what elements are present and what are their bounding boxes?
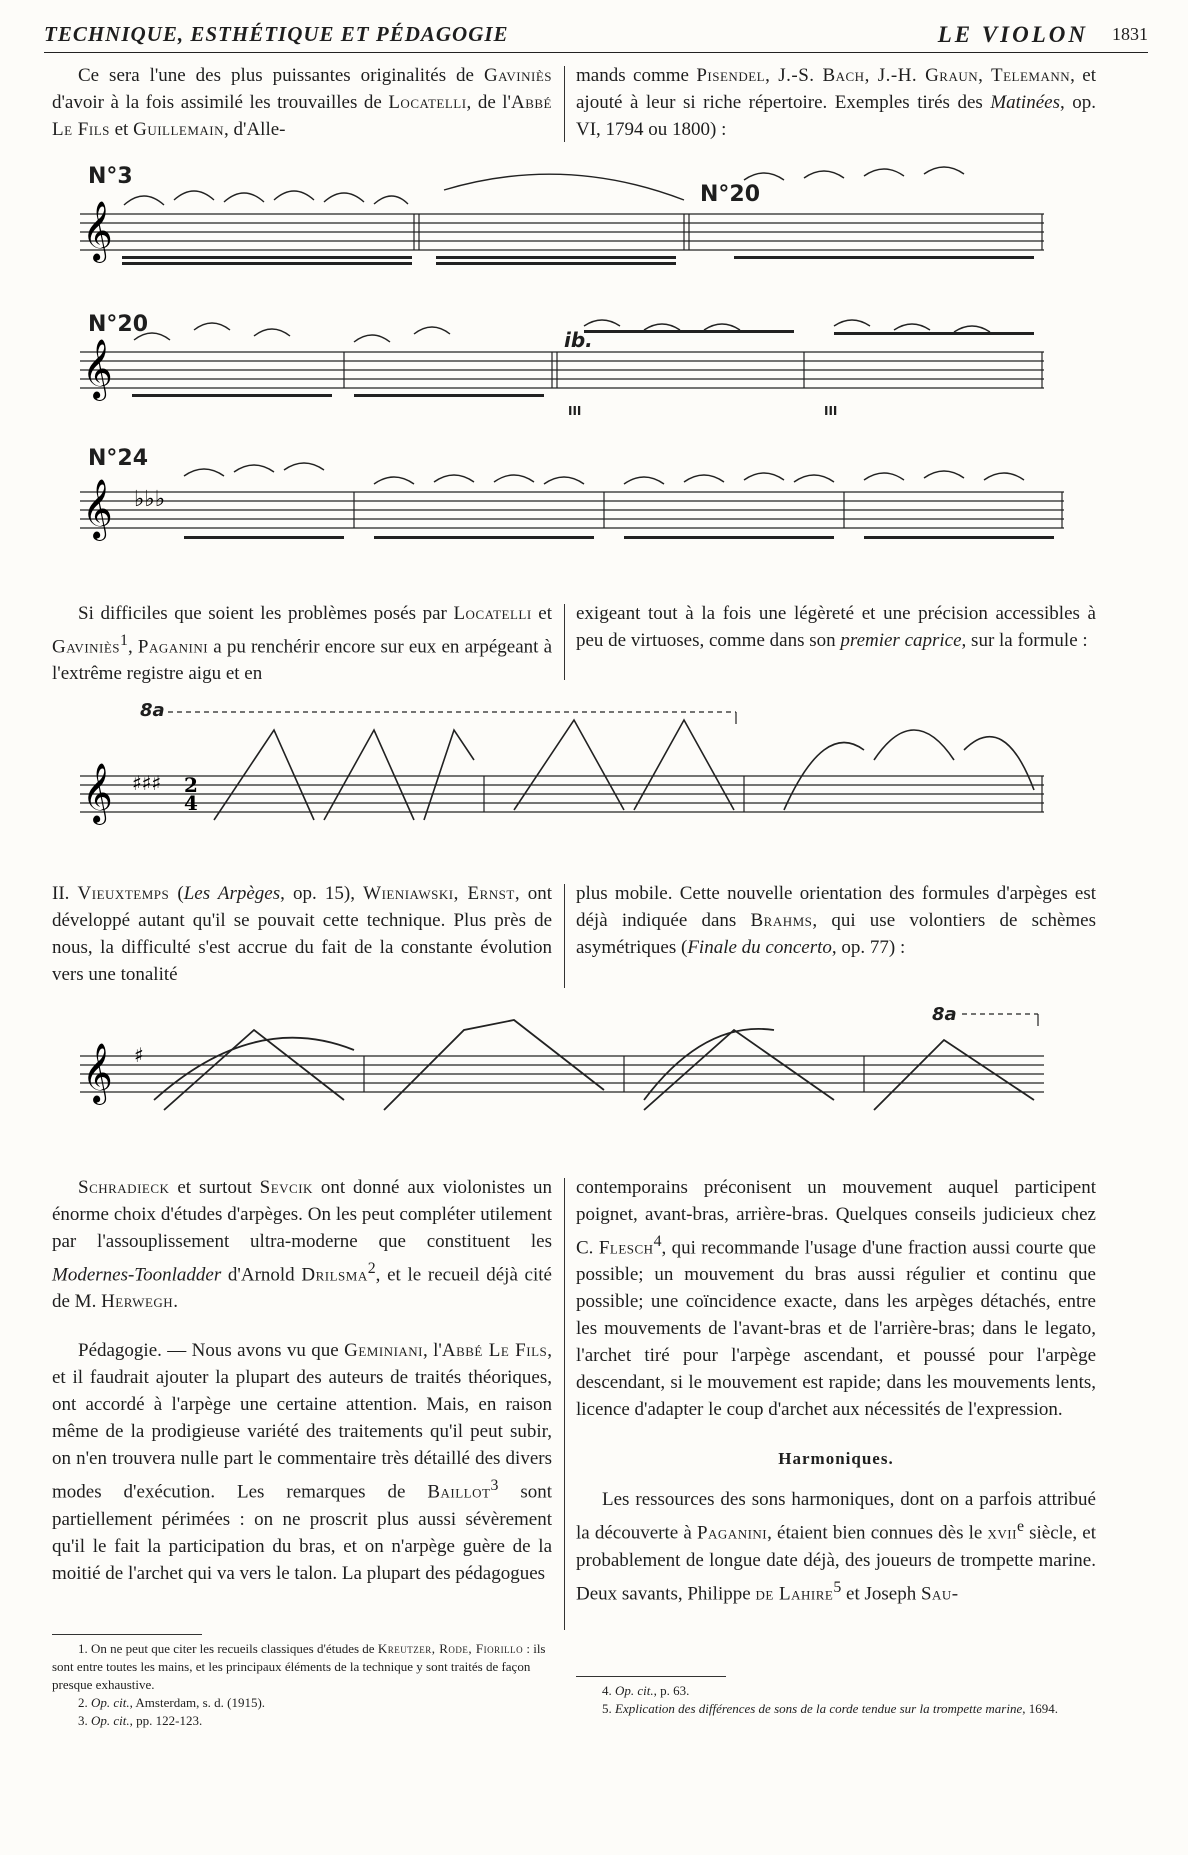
- paragraph: Les ressources des sons harmoniques, dont on a parfois attribué la découverte à Paganini, étaient bien connues dès le xvii$^e$ siècle, et probablement de longue date déjà, des joueurs de trompette marine. Deux savants, Philippe de Lahire$^5$ et Joseph Sau-: [576, 1489, 1096, 1604]
- string-marking: III: [568, 404, 582, 418]
- paragraph: Schradieck et surtout Sevcik ont donné aux violonistes un énorme choix d'études d'arpèges. On les peut compléter utilement par l'assouplissement ultra-moderne que constituent les Modernes-Toonladder d'Arnold Drilsma$^2$, et le recueil déjà cité de M. Herwegh.: [52, 1177, 552, 1313]
- music-example-1: [44, 160, 1144, 280]
- footnote-3: 3. Op. cit., pp. 122-123.: [78, 1713, 203, 1728]
- column-right: [576, 1174, 1096, 1607]
- svg-text:𝄞: 𝄞: [82, 201, 113, 261]
- music-example-3: [44, 440, 1144, 560]
- section-heading: Harmoniques.: [778, 1449, 894, 1469]
- svg-text:2: 2: [184, 773, 198, 797]
- column-right: [576, 880, 1096, 961]
- svg-text:𝄞: 𝄞: [82, 1043, 113, 1103]
- paragraph: Pédagogie. — Nous avons vu que Geminiani, l'Abbé Le Fils, et il faudrait ajouter la plupart des auteurs de traités théoriques, ont accordé à l'arpège une certaine attention. Mais, en raison même de la prodigieuse variété des traitements qu'il peut subir, on n'en trouvera nulle part le commentaire très détaillé des divers modes d'exécution. Les remarques de Baillot$^3$ sont partiellement périmées : on ne proscrit plus aussi sévèrement qu'il le fait la participation du bras, et on n'arpège guère de la moitié de l'archet qui va vers le talon. La plupart des pédagogues: [52, 1340, 552, 1584]
- paragraph: exigeant tout à la fois une légèreté et une précision accessibles à peu de virtuoses, comme dans son premier caprice, sur la formule :: [576, 603, 1096, 651]
- example-number: N°3: [88, 164, 133, 189]
- paragraph: contemporains préconisent un mouvement auquel participent poignet, avant-bras, arrière-bras. Quelques conseils judicieux chez C. Flesch$^4$, qui recommande l'usage d'une fraction aussi courte que possible; un mouvement du bras aussi régulier et continu que possible; une coïncidence exacte, dans les arpèges détachés, entre les mouvements de l'avant-bras et de l'arrière-bras; dans le legato, l'archet tiré pour l'arpège ascendant, et poussé pour l'arpège descendant, si le mouvement est rapide; dans les mouvements lents, licence d'adapter le coup d'archet aux nécessités de l'expression.: [576, 1177, 1096, 1421]
- octave-marking: 8a: [140, 700, 165, 721]
- column-divider: [564, 66, 565, 142]
- example-number: N°20: [700, 182, 761, 207]
- paragraph: Si difficiles que soient les problèmes posés par Locatelli et Gaviniès$^1$, Paganini a pu renchérir encore sur eux en arpégeant à l'extrême registre aigu et en: [52, 603, 553, 685]
- column-divider: [564, 1178, 565, 1630]
- svg-text:♯: ♯: [134, 1043, 144, 1067]
- string-marking: III: [824, 404, 838, 418]
- svg-text:𝄞: 𝄞: [82, 763, 113, 823]
- music-example-5: [44, 1000, 1144, 1140]
- octave-marking: 8a: [932, 1004, 957, 1025]
- paragraph: plus mobile. Cette nouvelle orientation des formules d'arpèges est déjà indiquée dans Brahms, qui use volontiers de schèmes asymétriques (Finale du concerto, op. 77) :: [576, 883, 1096, 958]
- svg-text:♭♭♭: ♭♭♭: [134, 487, 166, 512]
- example-number: N°20: [88, 312, 149, 337]
- example-label-ibid: ib.: [564, 328, 593, 352]
- paragraph: Ce sera l'une des plus puissantes originalités de Gaviniès d'avoir à la fois assimilé les trouvailles de Locatelli, de l'Abbé Le Fils et Guillemain, d'Alle-: [52, 65, 552, 140]
- running-header: [44, 18, 1148, 53]
- column-left: [52, 880, 552, 988]
- footnote-rule: [52, 1634, 202, 1635]
- paragraph: II. Vieuxtemps (Les Arpèges, op. 15), Wieniawski, Ernst, ont développé autant qu'il se pouvait cette technique. Plus près de nous, la difficulté s'est accrue du fait de la constante évolution vers une tonalité: [52, 883, 553, 985]
- text-block-4: [52, 1174, 1098, 1634]
- column-divider: [564, 604, 565, 680]
- column-right: [576, 62, 1096, 143]
- text-block-1: [52, 62, 1098, 146]
- music-example-2: [44, 300, 1144, 420]
- music-staff: [44, 1000, 1144, 1140]
- footnote-rule: [576, 1676, 726, 1677]
- music-staff: [44, 700, 1144, 840]
- footnote-2: 2. Op. cit., Amsterdam, s. d. (1915).: [78, 1695, 266, 1710]
- text-block-2: [52, 600, 1098, 684]
- svg-text:𝄞: 𝄞: [82, 479, 113, 539]
- music-example-4: [44, 700, 1144, 840]
- svg-text:4: 4: [184, 791, 198, 815]
- music-staff: [44, 300, 1144, 420]
- column-divider: [564, 884, 565, 988]
- music-staff: [44, 440, 1144, 560]
- column-right: [576, 600, 1096, 654]
- header-section-title: TECHNIQUE, ESTHÉTIQUE ET PÉDAGOGIE: [44, 22, 509, 46]
- svg-text:𝄞: 𝄞: [82, 339, 113, 399]
- footnote-4: 4. Op. cit., p. 63.: [602, 1683, 690, 1698]
- page-number: 1831: [1112, 24, 1148, 44]
- column-left: [52, 1174, 552, 1587]
- footnotes-left: [52, 1640, 552, 1730]
- column-left: [52, 600, 552, 687]
- footnote-5: 5. Explication des différences de sons de la corde tendue sur la trompette marine, 1694.: [602, 1701, 1058, 1716]
- example-number: N°24: [88, 446, 149, 471]
- music-staff: [44, 160, 1144, 280]
- text-block-3: [52, 880, 1098, 992]
- footnotes-right: [576, 1682, 1096, 1718]
- footnote-1: 1. On ne peut que citer les recueils classiques d'études de Kreutzer, Rode, Fiorillo : ils sont entre toutes les mains, et les principaux éléments de la technique y sont traités de façon presque exhaustive.: [52, 1641, 546, 1692]
- column-left: [52, 62, 552, 143]
- svg-text:♯♯♯: ♯♯♯: [132, 771, 162, 795]
- paragraph: mands comme Pisendel, J.-S. Bach, J.-H. Graun, Telemann, et ajouté à leur si riche répertoire. Exemples tirés des Matinées, op. VI, 1794 ou 1800) :: [576, 65, 1097, 140]
- header-book-title: LE VIOLON: [937, 22, 1088, 47]
